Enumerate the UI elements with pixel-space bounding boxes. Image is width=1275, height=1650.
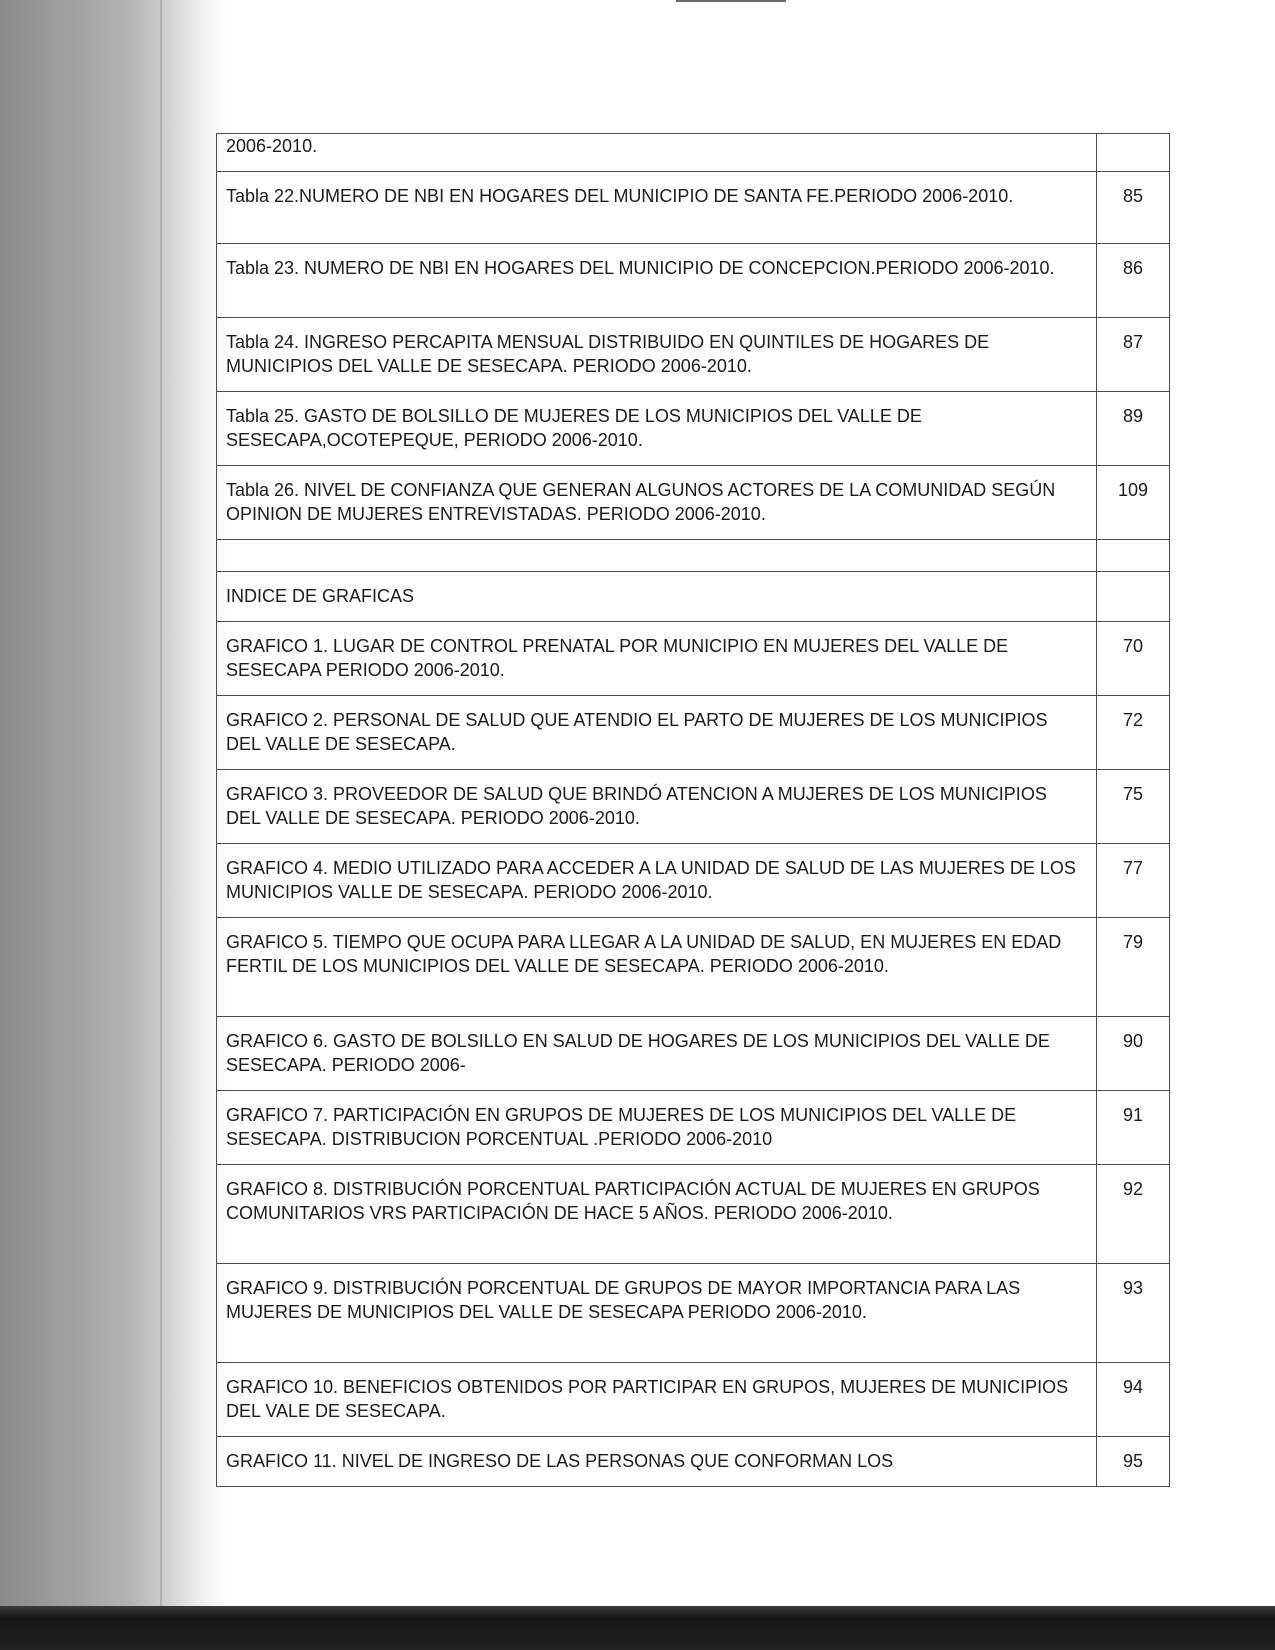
- entry-page-number: 109: [1097, 466, 1170, 540]
- scan-bottom-edge: [0, 1606, 1275, 1650]
- entry-title: Tabla 22.NUMERO DE NBI EN HOGARES DEL MUNICIPIO DE SANTA FE.PERIODO 2006-2010.: [217, 172, 1097, 244]
- entry-page-number: 70: [1097, 622, 1170, 696]
- scan-binding-line: [160, 0, 162, 1650]
- table-row: [217, 696, 1170, 770]
- table-row: [217, 318, 1170, 392]
- table-row: [217, 622, 1170, 696]
- entry-title: GRAFICO 11. NIVEL DE INGRESO DE LAS PERSONAS QUE CONFORMAN LOS: [217, 1437, 1097, 1487]
- entry-page-number: 75: [1097, 770, 1170, 844]
- entry-page-number: 87: [1097, 318, 1170, 392]
- entry-title: GRAFICO 2. PERSONAL DE SALUD QUE ATENDIO EL PARTO DE MUJERES DE LOS MUNICIPIOS DEL VALLE DE SESECAPA.: [217, 696, 1097, 770]
- table-row: [217, 244, 1170, 318]
- table-row: [217, 540, 1170, 572]
- entry-page-number: 89: [1097, 392, 1170, 466]
- index-table-body: [217, 134, 1170, 1487]
- entry-title: GRAFICO 9. DISTRIBUCIÓN PORCENTUAL DE GRUPOS DE MAYOR IMPORTANCIA PARA LAS MUJERES DE MUNICIPIOS DEL VALLE DE SESECAPA PERIODO 2006-2010.: [217, 1264, 1097, 1363]
- entry-page-number: 93: [1097, 1264, 1170, 1363]
- entry-title: Tabla 24. INGRESO PERCAPITA MENSUAL DISTRIBUIDO EN QUINTILES DE HOGARES DE MUNICIPIOS DEL VALLE DE SESECAPA. PERIODO 2006-2010.: [217, 318, 1097, 392]
- index-table: [216, 133, 1170, 1487]
- entry-page-number: [1097, 540, 1170, 572]
- table-row: [217, 172, 1170, 244]
- entry-title: GRAFICO 7. PARTICIPACIÓN EN GRUPOS DE MUJERES DE LOS MUNICIPIOS DEL VALLE DE SESECAPA. DISTRIBUCION PORCENTUAL .PERIODO 2006-2010: [217, 1091, 1097, 1165]
- entry-page-number: 77: [1097, 844, 1170, 918]
- entry-title: GRAFICO 6. GASTO DE BOLSILLO EN SALUD DE HOGARES DE LOS MUNICIPIOS DEL VALLE DE SESECAPA. PERIODO 2006-: [217, 1017, 1097, 1091]
- entry-title: Tabla 25. GASTO DE BOLSILLO DE MUJERES DE LOS MUNICIPIOS DEL VALLE DE SESECAPA,OCOTEPEQUE, PERIODO 2006-2010.: [217, 392, 1097, 466]
- entry-page-number: 95: [1097, 1437, 1170, 1487]
- entry-title: GRAFICO 10. BENEFICIOS OBTENIDOS POR PARTICIPAR EN GRUPOS, MUJERES DE MUNICIPIOS DEL VALE DE SESECAPA.: [217, 1363, 1097, 1437]
- entry-title: GRAFICO 8. DISTRIBUCIÓN PORCENTUAL PARTICIPACIÓN ACTUAL DE MUJERES EN GRUPOS COMUNITARIOS VRS PARTICIPACIÓN DE HACE 5 AÑOS. PERIODO 2006-2010.: [217, 1165, 1097, 1264]
- table-row: [217, 1017, 1170, 1091]
- entry-title: 2006-2010.: [217, 134, 1097, 172]
- scan-binding-shadow: [0, 0, 230, 1650]
- entry-page-number: [1097, 134, 1170, 172]
- entry-page-number: 94: [1097, 1363, 1170, 1437]
- table-row: [217, 572, 1170, 622]
- table-row: [217, 1264, 1170, 1363]
- table-row: [217, 1437, 1170, 1487]
- entry-page-number: 72: [1097, 696, 1170, 770]
- table-row: [217, 1165, 1170, 1264]
- entry-title: [217, 540, 1097, 572]
- entry-title: GRAFICO 5. TIEMPO QUE OCUPA PARA LLEGAR A LA UNIDAD DE SALUD, EN MUJERES EN EDAD FERTIL DE LOS MUNICIPIOS DEL VALLE DE SESECAPA. PERIODO 2006-2010.: [217, 918, 1097, 1017]
- entry-page-number: [1097, 572, 1170, 622]
- table-row: [217, 1363, 1170, 1437]
- entry-title: GRAFICO 4. MEDIO UTILIZADO PARA ACCEDER A LA UNIDAD DE SALUD DE LAS MUJERES DE LOS MUNICIPIOS VALLE DE SESECAPA. PERIODO 2006-2010.: [217, 844, 1097, 918]
- table-row: [217, 844, 1170, 918]
- entry-page-number: 86: [1097, 244, 1170, 318]
- table-row: [217, 918, 1170, 1017]
- entry-page-number: 90: [1097, 1017, 1170, 1091]
- table-row: [217, 134, 1170, 172]
- entry-page-number: 92: [1097, 1165, 1170, 1264]
- scan-top-mark: [676, 0, 786, 2]
- table-row: [217, 466, 1170, 540]
- table-row: [217, 392, 1170, 466]
- table-row: [217, 1091, 1170, 1165]
- entry-page-number: 79: [1097, 918, 1170, 1017]
- entry-title: Tabla 23. NUMERO DE NBI EN HOGARES DEL MUNICIPIO DE CONCEPCION.PERIODO 2006-2010.: [217, 244, 1097, 318]
- entry-page-number: 85: [1097, 172, 1170, 244]
- entry-title: GRAFICO 1. LUGAR DE CONTROL PRENATAL POR MUNICIPIO EN MUJERES DEL VALLE DE SESECAPA PERIODO 2006-2010.: [217, 622, 1097, 696]
- entry-page-number: 91: [1097, 1091, 1170, 1165]
- section-heading: INDICE DE GRAFICAS: [217, 572, 1097, 622]
- entry-title: Tabla 26. NIVEL DE CONFIANZA QUE GENERAN ALGUNOS ACTORES DE LA COMUNIDAD SEGÚN OPINION DE MUJERES ENTREVISTADAS. PERIODO 2006-2010.: [217, 466, 1097, 540]
- entry-title: GRAFICO 3. PROVEEDOR DE SALUD QUE BRINDÓ ATENCION A MUJERES DE LOS MUNICIPIOS DEL VALLE DE SESECAPA. PERIODO 2006-2010.: [217, 770, 1097, 844]
- table-row: [217, 770, 1170, 844]
